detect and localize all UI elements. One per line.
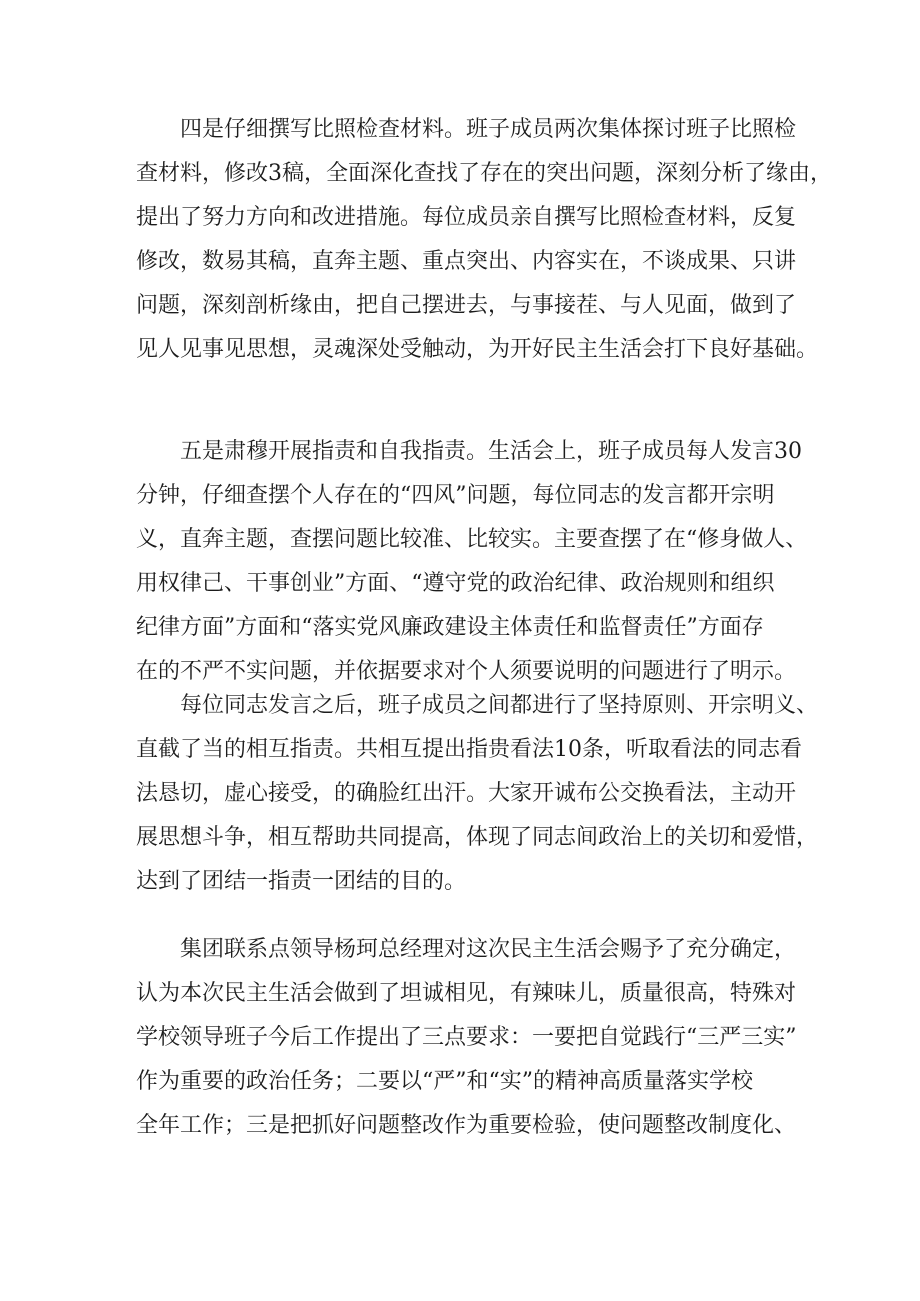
- paragraph-line: 见人见事见思想，灵魂深处受触动，为开好民主生活会打下良好基础。: [136, 337, 819, 362]
- paragraph-line: 问题，深刻剖析缘由，把自己摆进去，与事接茬、与人见面，做到了: [136, 293, 797, 318]
- paragraph-line: 义，直奔主题，查摆问题比较准、比较实。主要查摆了在“修身做人、: [136, 527, 808, 552]
- paragraph-line: 查材料，修改3稿，全面深化查找了存在的突出问题，深刻分析了缘由，: [136, 161, 832, 186]
- paragraph-line: 集团联系点领导杨珂总经理对这次民主生活会赐予了充分确定，: [180, 937, 797, 962]
- paragraph-1: [136, 108, 832, 372]
- paragraph-line: 每位同志发言之后，班子成员之间都进行了坚持原则、开宗明义、: [180, 693, 819, 718]
- paragraph-3: [136, 684, 819, 904]
- paragraph-line: 全年工作；三是把抓好问题整改作为重要检验，使问题整改制度化、: [136, 1113, 797, 1138]
- paragraph-line: 在的不严不实问题，并依据要求对个人须要说明的问题进行了明示。: [136, 659, 797, 684]
- paragraph-line: 直截了当的相互指责。共相互提出指贵看法10条，听取看法的同志看: [136, 737, 802, 762]
- paragraph-line: 用权律己、干事创业”方面、“遵守党的政治纪律、政治规则和组织: [136, 571, 775, 596]
- paragraph-line: 作为重要的政治任务；二要以“严”和“实”的精神高质量落实学校: [136, 1069, 753, 1094]
- paragraph-line: 分钟，仔细查摆个人存在的“四风”问题，每位同志的发言都开宗明: [136, 483, 775, 508]
- paragraph-line: 修改，数易其稿，直奔主题、重点突出、内容实在，不谈成果、只讲: [136, 249, 797, 274]
- paragraph-line: 法恳切，虚心接受，的确脸红出汗。大家开诚布公交换看法，主动开: [136, 781, 797, 806]
- paragraph-line: 认为本次民主生活会做到了坦诚相见，有辣味儿，质量很高，特殊对: [136, 981, 797, 1006]
- paragraph-line: 四是仔细撰写比照检查材料。班子成员两次集体探讨班子比照检: [180, 117, 797, 142]
- paragraph-line: 学校领导班子今后工作提出了三点要求：一要把自觉践行“三严三实”: [136, 1025, 797, 1050]
- paragraph-line: 五是肃穆开展指责和自我指责。生活会上，班子成员每人发言30: [180, 439, 802, 464]
- paragraph-line: 纪律方面”方面和“落实党风廉政建设主体责任和监督责任”方面存: [136, 615, 764, 640]
- paragraph-line: 展思想斗争，相互帮助共同提高，体现了同志间政治上的关切和爱惜，: [136, 825, 819, 850]
- paragraph-line: 达到了团结一指责一团结的目的。: [136, 869, 467, 894]
- paragraph-line: 提出了努力方向和改进措施。每位成员亲自撰写比照检查材料，反复: [136, 205, 797, 230]
- paragraph-2: [136, 430, 808, 694]
- paragraph-4: [136, 928, 796, 1148]
